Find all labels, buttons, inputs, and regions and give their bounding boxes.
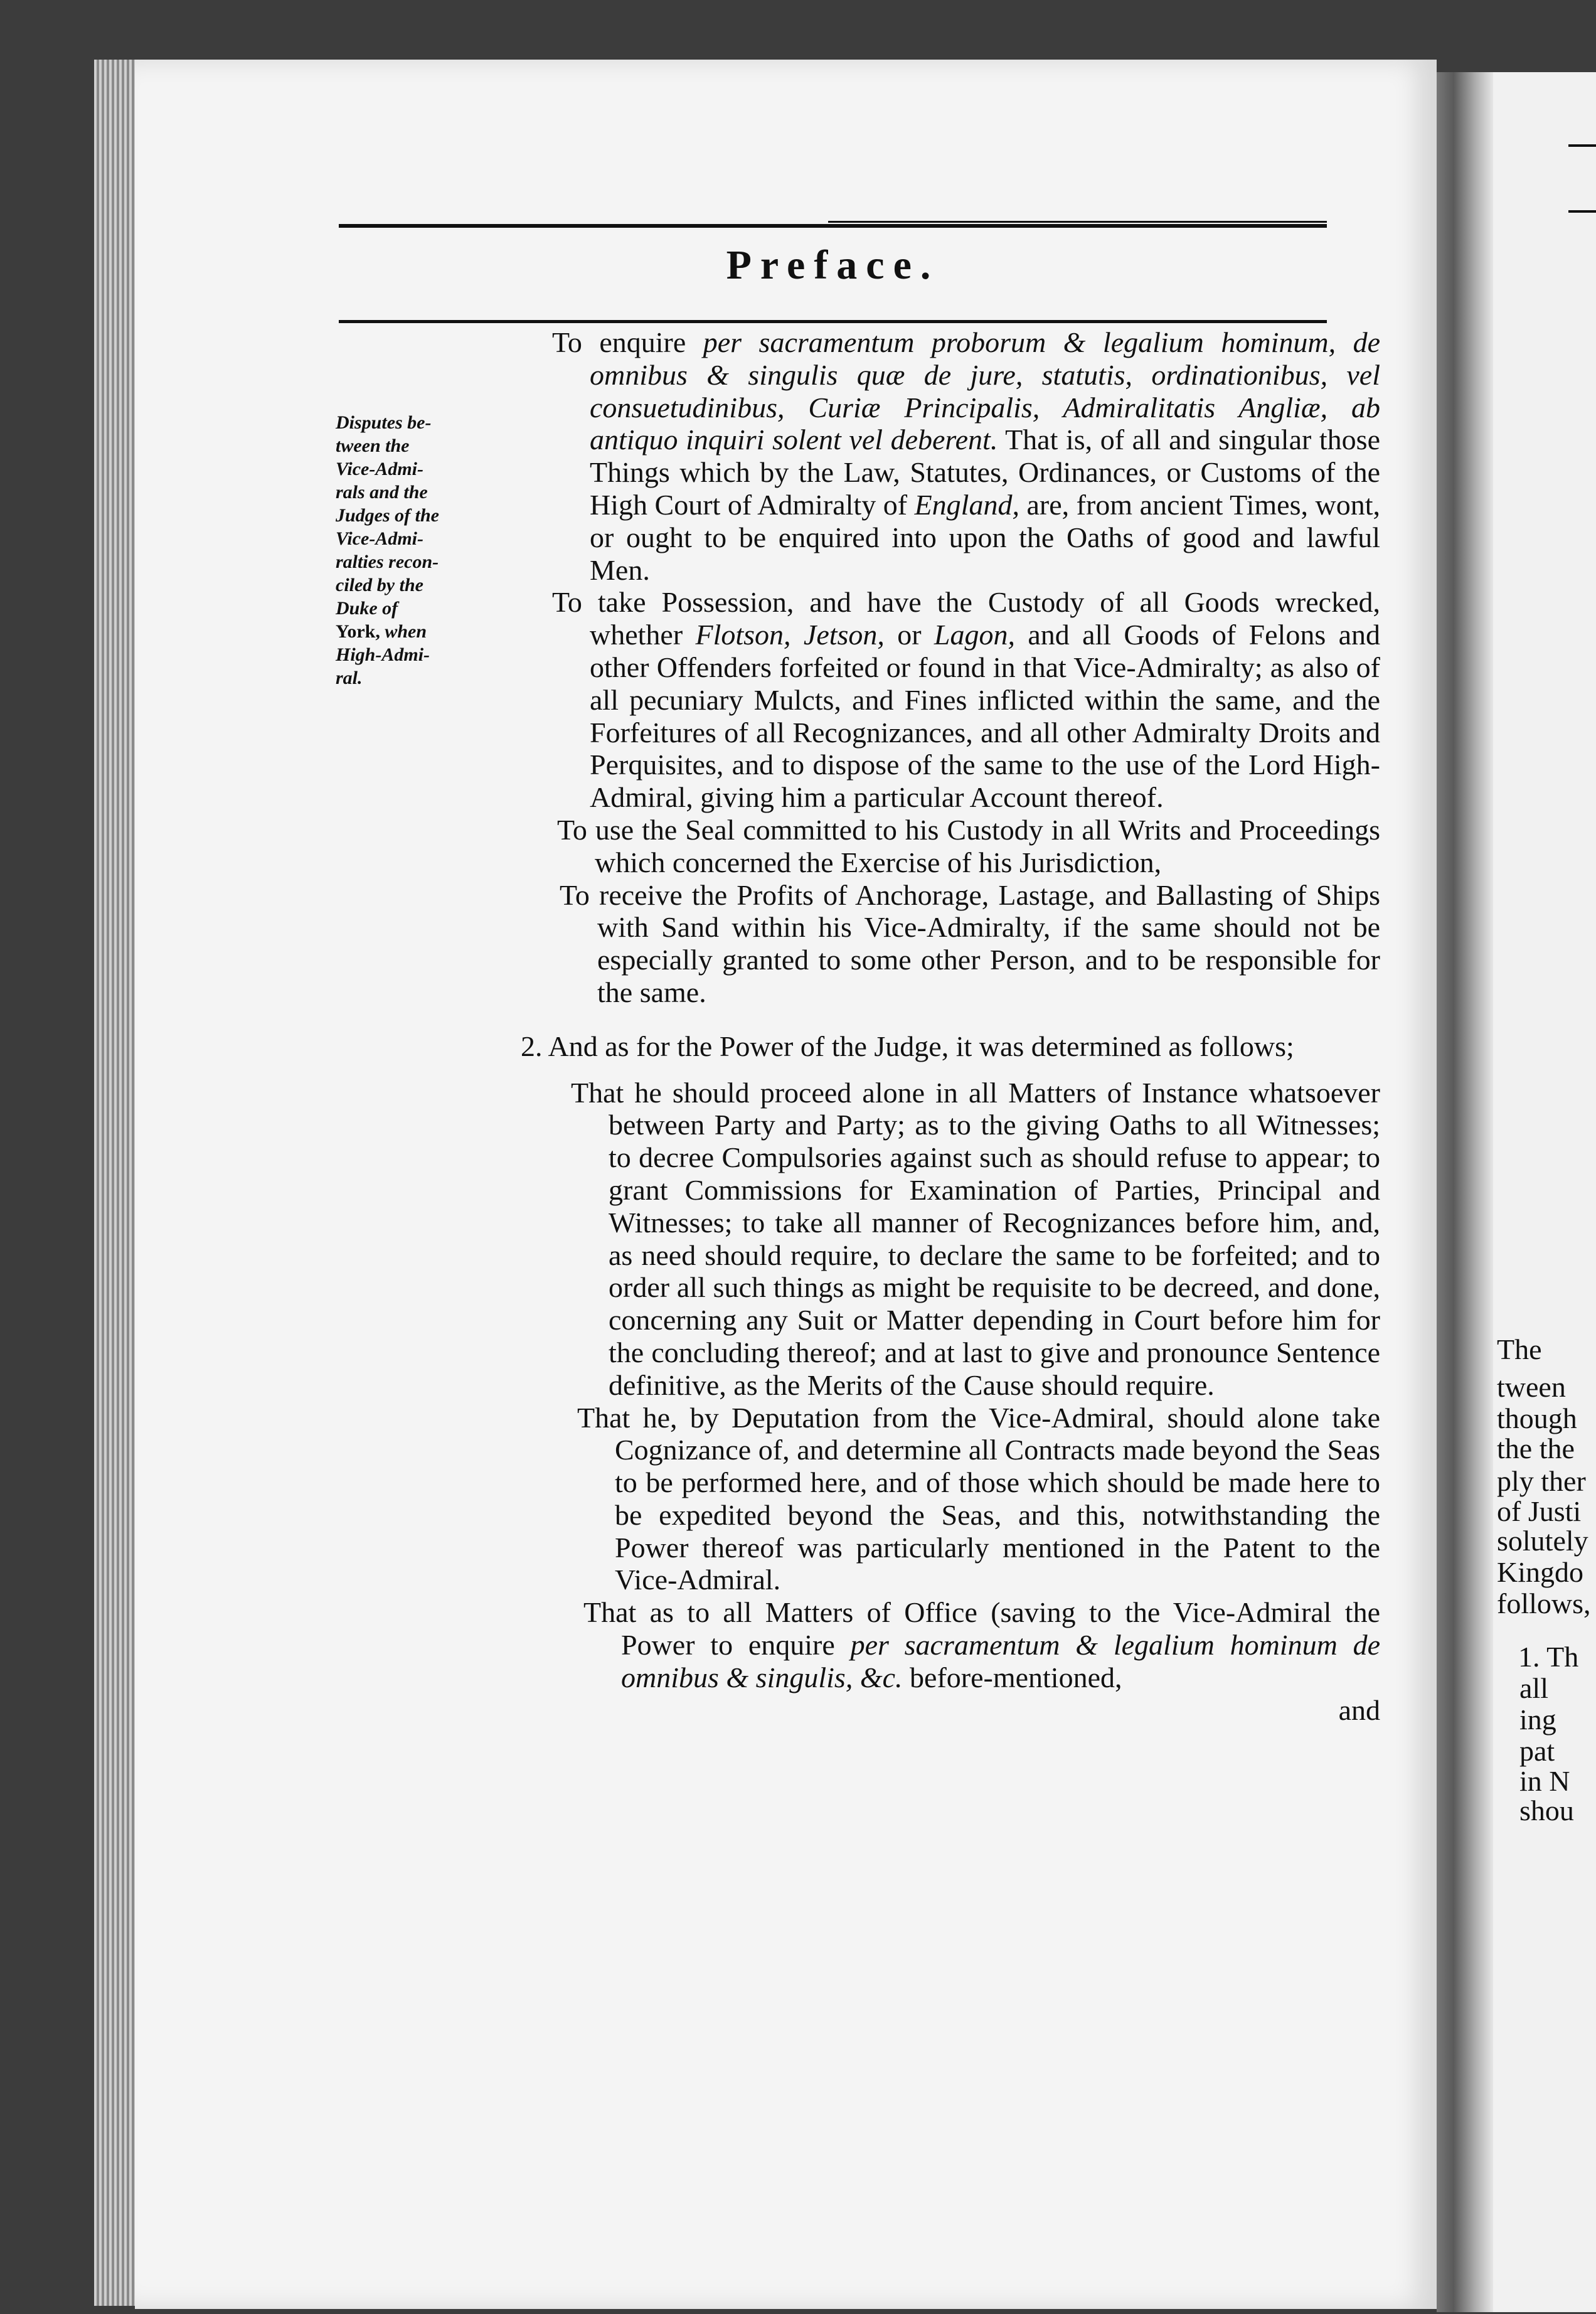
next-page-line: shou bbox=[1519, 1794, 1574, 1826]
marginal-note-text: Vice-Admi- bbox=[336, 459, 423, 479]
next-page-line: follows, bbox=[1497, 1587, 1591, 1619]
text-run: To receive the Profits of Anchorage, Lastage, and Ballasting of Ships with Sand within his Vice-Admiralty, if the same should not be especially granted to some other Person, and to be responsible for the same. bbox=[560, 878, 1380, 1008]
marginal-note-line bbox=[336, 457, 480, 481]
text-run: To take Possession, and have the Custody of all Goods wrecked, whether bbox=[552, 586, 1380, 651]
text-run: To enquire bbox=[552, 326, 703, 358]
text-run: are, from ancient Times, wont, or ought to be enquired into upon the Oaths of good and lawful Men. bbox=[590, 488, 1380, 586]
next-page-line: in N bbox=[1519, 1765, 1570, 1797]
italic-run: per sacramentum & legalium hominum de omnibus & singulis, &c. bbox=[621, 1629, 1380, 1693]
marginal-note-text: ciled by the bbox=[336, 575, 423, 595]
marginal-note-line bbox=[336, 411, 480, 434]
next-page-line: ing bbox=[1519, 1704, 1556, 1735]
paragraph-seal bbox=[557, 814, 1380, 879]
next-page-line: solutely bbox=[1497, 1525, 1588, 1557]
paragraph-deputation bbox=[577, 1402, 1380, 1597]
next-page-line: 1. Th bbox=[1518, 1641, 1579, 1673]
top-rule bbox=[339, 224, 1327, 228]
marginal-note-text: rals and the bbox=[336, 482, 428, 503]
marginal-note-text: Judges of the bbox=[336, 505, 439, 526]
marginal-note-text: Duke of bbox=[336, 598, 398, 619]
marginal-note bbox=[336, 411, 480, 690]
next-page-line: The bbox=[1497, 1333, 1542, 1365]
spacer bbox=[552, 1063, 1380, 1077]
text-run: And as for the Power of the Judge, it was determined as follows; bbox=[548, 1030, 1294, 1062]
marginal-note-line bbox=[336, 504, 480, 527]
text-run: That he, by Deputation from the Vice-Admiral, should alone take Cognizance of, and determine all Contracts made beyond the Seas to be performed here, and of those which should be made here to be expedited beyond the Seas, and this, notwithstanding the Power thereof was particularly mentioned in the Patent to the Vice-Admiral. bbox=[577, 1401, 1380, 1596]
marginal-note-line bbox=[336, 550, 480, 573]
marginal-note-text: ralties recon- bbox=[336, 552, 439, 572]
marginal-note-line bbox=[336, 527, 480, 550]
marginal-note-line bbox=[336, 481, 480, 504]
paragraph-number: 2. bbox=[521, 1030, 548, 1062]
spacer bbox=[552, 1009, 1380, 1030]
paragraph-enquire bbox=[552, 326, 1380, 586]
italic-run: per sacramentum proborum & legalium hominum, de omnibus & singulis quæ de jure, statutis, ordinationibus, vel consuetudinibus, Curiæ Principalis, Admiralitatis Angliæ, ab antiquo inquiri solent vel deberent. bbox=[590, 326, 1380, 456]
book-spine bbox=[1437, 72, 1493, 2312]
next-page-line: Kingdo bbox=[1497, 1556, 1583, 1588]
italic-run: England, bbox=[914, 488, 1019, 521]
paragraph-profits bbox=[560, 879, 1380, 1009]
marginal-note-line bbox=[336, 434, 480, 457]
next-page-rule bbox=[1568, 210, 1596, 213]
marginal-note-line bbox=[336, 666, 480, 690]
running-head: Preface. bbox=[726, 242, 940, 288]
marginal-note-text: tween the bbox=[336, 435, 410, 456]
paragraph-possession bbox=[552, 586, 1380, 814]
marginal-note-text: High-Admi- bbox=[336, 644, 430, 665]
top-rule-thin bbox=[828, 221, 1327, 223]
text-run: That is, of all and singular those Things which by the Law, Statutes, Ordinances, or Customs of the High Court of Admiralty of bbox=[590, 424, 1381, 521]
text-run: before-mentioned, bbox=[902, 1661, 1122, 1693]
text-run: To use the Seal committed to his Custody in all Writs and Proceedings which concerned the Exercise of his Jurisdiction, bbox=[557, 813, 1380, 878]
next-page-line: the the bbox=[1497, 1432, 1575, 1464]
marginal-note-line bbox=[336, 620, 480, 643]
head-rule bbox=[339, 320, 1327, 323]
next-page-fragment bbox=[1493, 72, 1596, 2312]
next-page-line: ply ther bbox=[1497, 1465, 1586, 1497]
marginal-note-line bbox=[336, 597, 480, 620]
text-run: and all Goods of Felons and other Offenders forfeited or found in that Vice-Admiralty; as also of all pecuniary Mulcts, and Fines inflicted within the same, and the Forfeitures of all Recognizances, and all other Admiralty Droits and Perquisites, and to dispose of the same to the use of the Lord High-Admiral, giving him a particular Account thereof. bbox=[590, 619, 1380, 814]
next-page-line: all bbox=[1519, 1672, 1548, 1704]
paragraph-office bbox=[583, 1596, 1380, 1693]
marginal-note-text: Disputes be- bbox=[336, 412, 432, 433]
paragraph-judge bbox=[521, 1030, 1380, 1063]
marginal-note-line bbox=[336, 573, 480, 597]
marginal-note-text: Vice-Admi- bbox=[336, 528, 423, 549]
marginal-note-text: when bbox=[385, 621, 427, 642]
next-page-line: though bbox=[1497, 1402, 1577, 1434]
next-page-line: pat bbox=[1519, 1735, 1555, 1767]
italic-run: Lagon, bbox=[934, 619, 1016, 651]
text-run: That he should proceed alone in all Matters of Instance whatsoever between Party and Party; as to the giving Oaths to all Witnesses; to decree Compulsories against such as should refuse to appear; to grant Commissions for Examination of Parties, Principal and Witnesses; to take all manner of Recognizances before him, and, as need should require, to declare the same to be forfeited; and to order all such things as might be requisite to be decreed, and done, concerning any Suit or Matter depending in Court before him for the concluding thereof; and at last to give and pronounce Sentence definitive, as the Merits of the Cause should require. bbox=[571, 1076, 1380, 1401]
next-page-line: of Justi bbox=[1497, 1495, 1582, 1527]
italic-run: Flotson, Jetson, bbox=[695, 619, 885, 651]
next-page-rule bbox=[1568, 144, 1596, 147]
text-run: That as to all Matters of Office (saving to the Vice-Admiral the Power to enquire bbox=[583, 1596, 1380, 1661]
next-page-line: tween bbox=[1497, 1371, 1566, 1403]
paragraph-proceed bbox=[571, 1077, 1380, 1402]
text-run: or bbox=[884, 619, 934, 651]
marginal-note-text: York, bbox=[336, 621, 385, 642]
catchword: and bbox=[1338, 1693, 1380, 1726]
marginal-note-text: ral. bbox=[336, 668, 363, 688]
marginal-note-line bbox=[336, 643, 480, 666]
main-text bbox=[521, 326, 1381, 1726]
